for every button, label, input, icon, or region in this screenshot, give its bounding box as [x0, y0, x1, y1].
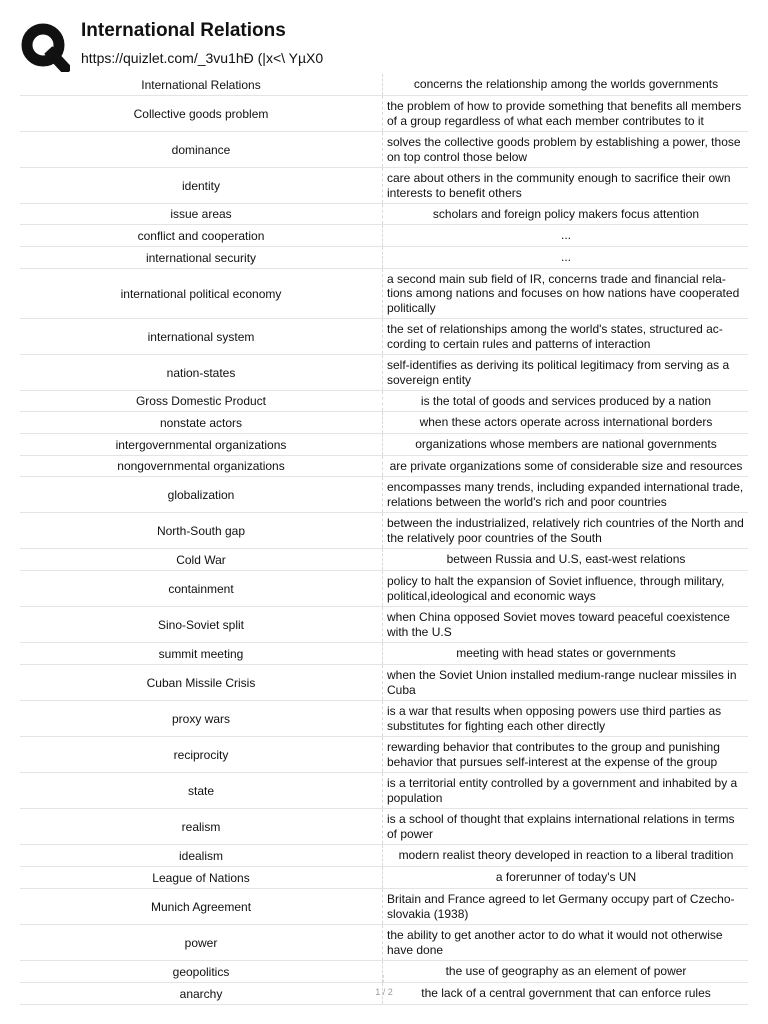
table-row	[20, 549, 748, 571]
table-row	[20, 247, 748, 269]
term-cell: international system	[147, 329, 255, 344]
term-cell: realism	[181, 819, 221, 834]
term-cell: globalization	[167, 487, 235, 502]
term-cell: conflict and cooperation	[137, 228, 265, 243]
term-cell: dominance	[171, 142, 231, 157]
term-cell: Gross Domestic Product	[135, 394, 267, 408]
term-cell: reciprocity	[173, 747, 229, 762]
definition-cell: scholars and foreign policy makers focus attention	[382, 204, 748, 224]
source-url[interactable]: https://quizlet.com/_3vu1hĐ (|x<\ YµX0	[81, 50, 324, 66]
page-number: 1 / 2	[375, 987, 393, 997]
table-row	[20, 168, 748, 204]
table-row	[20, 319, 748, 355]
definition-cell: a second main sub field of IR, concerns trade and financial rela-tions among nations and focuses on how nations have cooperated politically	[382, 269, 748, 318]
definition-cell: when China opposed Soviet moves toward peaceful coexistence with the U.S	[382, 607, 748, 642]
definition-cell: organizations whose members are national governments	[382, 434, 748, 455]
term-cell: League of Nations	[152, 870, 250, 885]
definition-cell: concerns the relationship among the worlds governments	[382, 74, 748, 95]
definition-cell: meeting with head states or governments	[382, 643, 748, 664]
definition-cell: Britain and France agreed to let Germany occupy part of Czecho-slovakia (1938)	[382, 889, 748, 924]
term-cell: Cold War	[176, 552, 226, 567]
definition-cell: is a territorial entity controlled by a government and inhabited by a population	[382, 773, 748, 808]
table-row	[20, 867, 748, 889]
definition-cell: policy to halt the expansion of Soviet influence, through military, political,ideological and economic ways	[382, 571, 748, 606]
table-row	[20, 701, 748, 737]
table-row	[20, 477, 748, 513]
quizlet-logo-icon	[20, 22, 70, 72]
table-row	[20, 132, 748, 168]
term-cell: idealism	[178, 848, 223, 863]
term-cell: Munich Agreement	[150, 899, 252, 914]
definition-cell: ...	[382, 225, 748, 246]
table-row	[20, 391, 748, 412]
term-cell: nonstate actors	[159, 415, 243, 430]
definition-cell: solves the collective goods problem by establishing a power, those on top control those below	[382, 132, 748, 167]
definition-cell: a forerunner of today's UN	[382, 867, 748, 888]
term-cell: intergovernmental organizations	[115, 437, 287, 452]
term-cell: containment	[168, 581, 234, 596]
definition-cell: when these actors operate across international borders	[382, 412, 748, 433]
term-cell: international security	[145, 250, 257, 265]
term-cell: Collective goods problem	[133, 106, 269, 121]
table-row	[20, 513, 748, 549]
term-cell: International Relations	[141, 77, 261, 92]
table-row	[20, 889, 748, 925]
definition-cell: the set of relationships among the world's states, structured ac-cording to certain rules and patterns of interaction	[382, 319, 748, 354]
table-row	[20, 925, 748, 961]
definition-cell: modern realist theory developed in reaction to a liberal tradition	[382, 845, 748, 866]
term-cell: Cuban Missile Crisis	[146, 675, 256, 690]
term-cell: power	[184, 935, 218, 950]
definition-cell: is a school of thought that explains international relations in terms of power	[382, 809, 748, 844]
definition-cell: are private organizations some of considerable size and resources	[382, 456, 748, 476]
term-cell: anarchy	[179, 986, 223, 1001]
term-cell: proxy wars	[171, 711, 230, 726]
table-row	[20, 269, 748, 319]
definition-cell: between Russia and U.S, east-west relations	[382, 549, 748, 570]
term-cell: summit meeting	[158, 646, 244, 661]
term-cell: North-South gap	[156, 523, 246, 538]
term-cell: geopolitics	[172, 964, 230, 979]
definition-cell: between the industrialized, relatively rich countries of the North and the relatively poor countries of the South	[382, 513, 748, 548]
table-row	[20, 434, 748, 456]
definition-cell: the ability to get another actor to do what it would not otherwise have done	[382, 925, 748, 960]
table-row	[20, 204, 748, 225]
term-cell: state	[187, 783, 214, 798]
table-row	[20, 773, 748, 809]
definition-cell: the problem of how to provide something that benefits all members of a group regardless of what each member contributes to it	[382, 96, 748, 131]
definition-cell: is a war that results when opposing powers use third parties as substitutes for fighting each other directly	[382, 701, 748, 736]
table-row	[20, 809, 748, 845]
table-row	[20, 737, 748, 773]
table-row	[20, 643, 748, 665]
term-cell: Sino-Soviet split	[157, 617, 245, 632]
term-cell: issue areas	[170, 207, 232, 221]
table-row	[20, 665, 748, 701]
table-row	[20, 571, 748, 607]
definition-cell: ...	[382, 247, 748, 268]
term-cell: nation-states	[166, 365, 236, 380]
table-row	[20, 412, 748, 434]
table-row	[20, 74, 748, 96]
table-row	[20, 456, 748, 477]
definition-cell: is the total of goods and services produced by a nation	[382, 391, 748, 411]
table-row	[20, 96, 748, 132]
definition-cell: encompasses many trends, including expanded international trade, relations between the world's rich and poor countries	[382, 477, 748, 512]
table-row	[20, 845, 748, 867]
term-cell: nongovernmental organizations	[117, 459, 285, 473]
definition-cell: self-identifies as deriving its political legitimacy from serving as a sovereign entity	[382, 355, 748, 390]
definition-cell: the lack of a central government that can enforce rules	[382, 983, 748, 1004]
definition-cell: the use of geography as an element of power	[382, 961, 748, 982]
table-row	[20, 355, 748, 391]
column-divider-stub	[383, 975, 385, 983]
table-row	[20, 607, 748, 643]
term-cell: identity	[181, 178, 221, 193]
table-row	[20, 225, 748, 247]
page-header	[20, 18, 760, 74]
definition-cell: when the Soviet Union installed medium-range nuclear missiles in Cuba	[382, 665, 748, 700]
flashcard-table	[20, 74, 748, 1005]
page-title: International Relations	[81, 20, 286, 41]
term-cell: international political economy	[120, 286, 282, 301]
definition-cell: care about others in the community enough to sacrifice their own interests to benefit others	[382, 168, 748, 203]
definition-cell: rewarding behavior that contributes to the group and punishing behavior that pursues self-interest at the expense of the group	[382, 737, 748, 772]
